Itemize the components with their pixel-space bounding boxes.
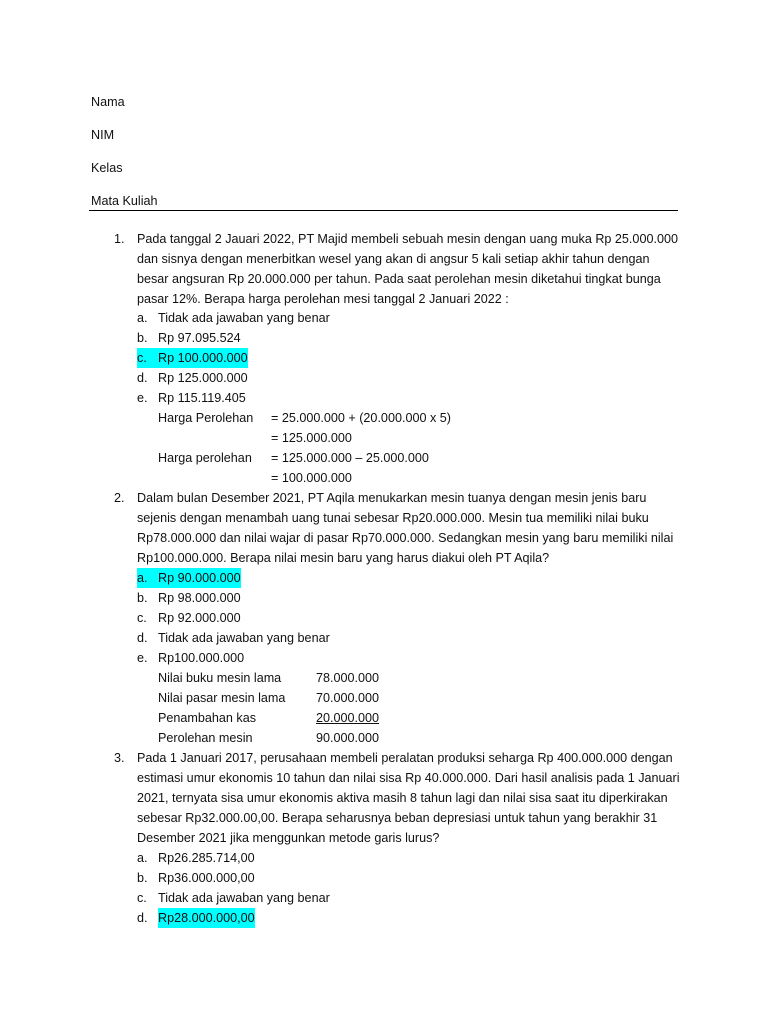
q2-option-e [137, 648, 697, 668]
option-text: Rp100.000.000 [158, 651, 245, 665]
option-letter: c. [137, 348, 158, 368]
option-letter: b. [137, 331, 148, 345]
q2-calc-label-2: Nilai pasar mesin lama [158, 691, 286, 705]
label-kelas: Kelas [91, 161, 123, 175]
option-letter: a. [137, 311, 148, 325]
option-text: Rp 92.000.000 [158, 611, 241, 625]
q2-option-a-correct [137, 568, 697, 588]
q2-calc-label-4: Perolehan mesin [158, 731, 253, 745]
q2-option-b [137, 588, 697, 608]
label-nim: NIM [91, 128, 115, 142]
q1-calc-value-1: = 25.000.000 + (20.000.000 x 5) [271, 411, 451, 425]
label-mata-kuliah: Mata Kuliah [91, 194, 158, 208]
option-text: Rp 100.000.000 [158, 348, 248, 368]
q3-option-d-correct [137, 908, 697, 928]
q1-calc-label-3: Harga perolehan [158, 451, 252, 465]
q1-calc-value-2: = 125.000.000 [271, 431, 352, 445]
option-text: Rp 98.000.000 [158, 591, 241, 605]
question-1-number: 1. [114, 232, 125, 246]
option-text: Tidak ada jawaban yang benar [158, 631, 330, 645]
option-letter: b. [137, 591, 148, 605]
option-letter: a. [137, 568, 158, 588]
option-text: Rp26.285.714,00 [158, 851, 255, 865]
option-text: Rp36.000.000,00 [158, 871, 255, 885]
option-text: Rp28.000.000,00 [158, 908, 255, 928]
option-letter: e. [137, 651, 148, 665]
q2-calc-value-1: 78.000.000 [316, 671, 380, 685]
question-2-text: Dalam bulan Desember 2021, PT Aqila menukarkan mesin tuanya dengan mesin jenis baru sejenis dengan menambah uang tunai sebesar Rp20.000.000. Mesin tua memiliki nilai buku Rp78.000.000 dan nilai wajar di pasar Rp70.000.000. Sedangkan mesin yang baru memiliki nilai Rp100.000.000. Berapa nilai mesin baru yang harus diakui oleh PT Aqila? [137, 491, 674, 565]
q2-option-d [137, 628, 697, 648]
q1-option-e [137, 388, 697, 408]
question-2-number: 2. [114, 491, 125, 505]
option-text: Tidak ada jawaban yang benar [158, 891, 330, 905]
option-letter: b. [137, 871, 148, 885]
q1-calc-value-3: = 125.000.000 – 25.000.000 [271, 451, 429, 465]
q2-calc-value-4: 90.000.000 [316, 731, 380, 745]
q1-option-b [137, 328, 697, 348]
q1-calc-value-4: = 100.000.000 [271, 471, 352, 485]
option-letter: d. [137, 631, 148, 645]
q1-option-a [137, 308, 697, 328]
option-letter: d. [137, 911, 148, 925]
option-text: Rp 125.000.000 [158, 371, 248, 385]
q1-option-c-correct [137, 348, 697, 368]
option-letter: c. [137, 611, 147, 625]
q2-calc-value-2: 70.000.000 [316, 691, 380, 705]
option-text: Rp 115.119.405 [158, 391, 246, 405]
q2-calc-label-1: Nilai buku mesin lama [158, 671, 282, 685]
q2-calc-value-3: 20.000.000 [316, 711, 380, 725]
option-text: Rp 90.000.000 [158, 568, 241, 588]
option-text: Rp 97.095.524 [158, 331, 241, 345]
q3-option-a [137, 848, 697, 868]
header-divider [89, 210, 678, 211]
q3-option-b [137, 868, 697, 888]
question-3-text: Pada 1 Januari 2017, perusahaan membeli peralatan produksi seharga Rp 400.000.000 dengan estimasi umur ekonomis 10 tahun dan nilai sisa Rp 40.000.000. Dari hasil analisis pada 1 Januari 2021, ternyata sisa umur ekonomis aktiva masih 8 tahun lagi dan nilai sisa saat itu diperkirakan sebesar Rp32.000.00,00. Berapa seharusnya beban depresiasi untuk tahun yang berakhir 31 Desember 2021 jika menggunkan metode garis lurus? [137, 751, 680, 845]
option-text: Tidak ada jawaban yang benar [158, 311, 330, 325]
option-letter: e. [137, 391, 148, 405]
q2-option-c [137, 608, 697, 628]
option-letter: a. [137, 851, 148, 865]
question-3-number: 3. [114, 751, 125, 765]
q2-calc-label-3: Penambahan kas [158, 711, 257, 725]
q1-option-d [137, 368, 697, 388]
q3-option-c [137, 888, 697, 908]
option-letter: d. [137, 371, 148, 385]
label-nama: Nama [91, 95, 125, 109]
q1-calc-label-1: Harga Perolehan [158, 411, 254, 425]
question-1-text: Pada tanggal 2 Jauari 2022, PT Majid membeli sebuah mesin dengan uang muka Rp 25.000.000 dan sisnya dengan menerbitkan wesel yang akan di angsur 5 kali setiap akhir tahun dengan besar angsuran Rp 20.000.000 per tahun. Pada saat perolehan mesin diketahui tingkat bunga pasar 12%. Berapa harga perolehan mesi tanggal 2 Januari 2022 : [137, 232, 678, 306]
option-letter: c. [137, 891, 147, 905]
